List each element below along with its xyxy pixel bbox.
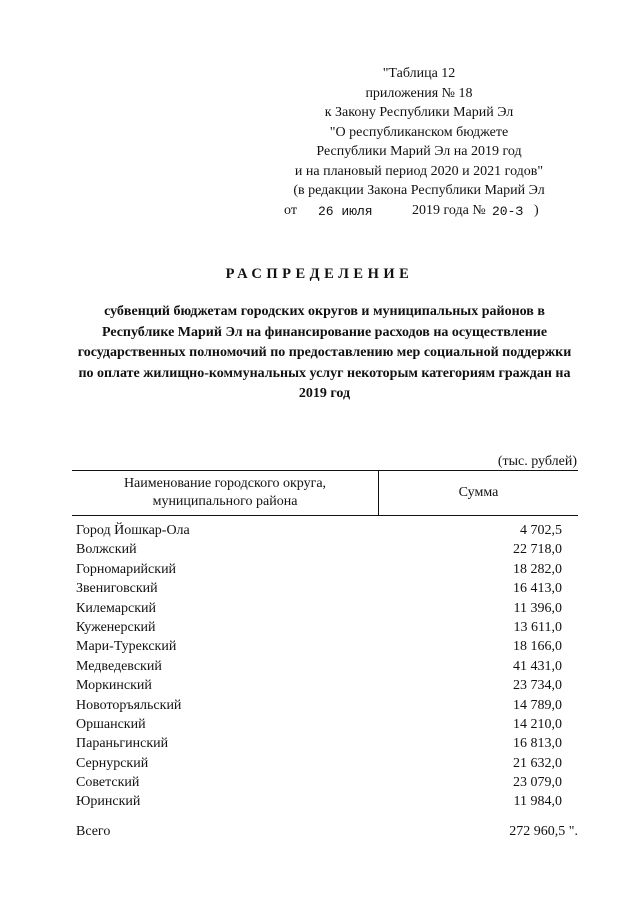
row-value: 4 702,5 <box>520 523 562 538</box>
table-row <box>76 696 562 715</box>
table-row <box>76 773 562 792</box>
row-value: 11 984,0 <box>513 794 562 810</box>
row-value: 14 210,0 <box>513 716 562 732</box>
row-value: 21 632,0 <box>513 755 562 771</box>
column-header-name <box>72 471 379 515</box>
header-line-law: к Закону Республики Марий Эл <box>324 105 514 120</box>
header-line-table: "Таблица 12 <box>382 66 456 81</box>
table-row <box>76 618 562 637</box>
total-value: 272 960,5 ". <box>509 824 578 839</box>
table-header <box>72 470 578 516</box>
column-header-name-line2: муниципального района <box>152 494 298 509</box>
row-name: Звениговский <box>76 581 158 597</box>
row-name: Советский <box>76 775 140 791</box>
header-line-budget: "О республиканском бюджете <box>329 124 509 140</box>
table-row <box>76 676 562 695</box>
row-value: 16 413,0 <box>513 581 562 597</box>
row-value: 18 282,0 <box>513 561 562 577</box>
date-day-month: 26 июля <box>318 203 373 219</box>
table-row <box>76 734 562 753</box>
table-row <box>76 715 562 734</box>
table-row <box>76 560 562 579</box>
header-line-date <box>260 201 578 221</box>
row-name: Волжский <box>76 542 137 558</box>
row-name: Мари-Турекский <box>76 639 177 655</box>
date-prefix: от <box>284 202 297 218</box>
row-name: Моркинский <box>76 678 152 694</box>
row-name: Новоторъяльский <box>76 697 182 713</box>
header-line-period: и на плановый период 2020 и 2021 годов" <box>294 163 544 179</box>
row-name: Оршанский <box>76 716 146 732</box>
document-title: РАСПРЕДЕЛЕНИЕ <box>225 266 414 282</box>
header-line-republic: Республики Марий Эл на 2019 год <box>316 144 522 159</box>
row-value: 11 396,0 <box>513 600 562 616</box>
row-name: Город Йошкар-Ола <box>76 523 190 538</box>
column-header-name-line1: Наименование городского округа, <box>123 476 327 491</box>
row-name: Горномарийский <box>76 561 177 577</box>
total-label: Всего <box>76 824 111 839</box>
date-year: 2019 года № <box>412 202 486 218</box>
table-body <box>76 521 562 812</box>
row-value: 23 079,0 <box>513 775 562 791</box>
row-value: 18 166,0 <box>513 639 562 655</box>
table-row <box>76 637 562 656</box>
row-name: Медведевский <box>76 658 162 674</box>
row-value: 22 718,0 <box>513 542 562 558</box>
document-header <box>260 64 578 221</box>
table-row <box>76 599 562 618</box>
table-row <box>76 754 562 773</box>
row-value: 23 734,0 <box>513 678 562 694</box>
date-close-paren: ) <box>534 202 539 218</box>
table-row <box>76 657 562 676</box>
table-row <box>76 521 562 540</box>
row-value: 16 813,0 <box>513 736 562 752</box>
row-value: 13 611,0 <box>513 619 562 635</box>
document-subtitle: субвенций бюджетам городских округов и муниципальных районов в Республике Марий Эл на финансирование расходов на осуществление государственных полномочий по предоставлению мер социальной поддержки по оплате жилищно-коммунальных услуг некоторым категориям граждан на 2019 год <box>77 304 572 401</box>
row-name: Юринский <box>76 794 141 810</box>
row-name: Килемарский <box>76 600 157 616</box>
units-label: (тыс. рублей) <box>497 454 577 469</box>
header-line-appendix: приложения № 18 <box>365 85 473 101</box>
row-name: Куженерский <box>76 619 156 635</box>
column-header-sum: Сумма <box>458 485 499 500</box>
table-total-row <box>76 822 578 842</box>
table-row <box>76 579 562 598</box>
law-number: 20-З <box>492 203 524 219</box>
table-row <box>76 540 562 559</box>
row-value: 14 789,0 <box>513 697 562 713</box>
table-row <box>76 792 562 811</box>
header-line-edition: (в редакции Закона Республики Марий Эл <box>293 183 545 198</box>
row-name: Параньгинский <box>76 736 169 752</box>
row-name: Сернурский <box>76 755 149 771</box>
row-value: 41 431,0 <box>513 658 562 674</box>
